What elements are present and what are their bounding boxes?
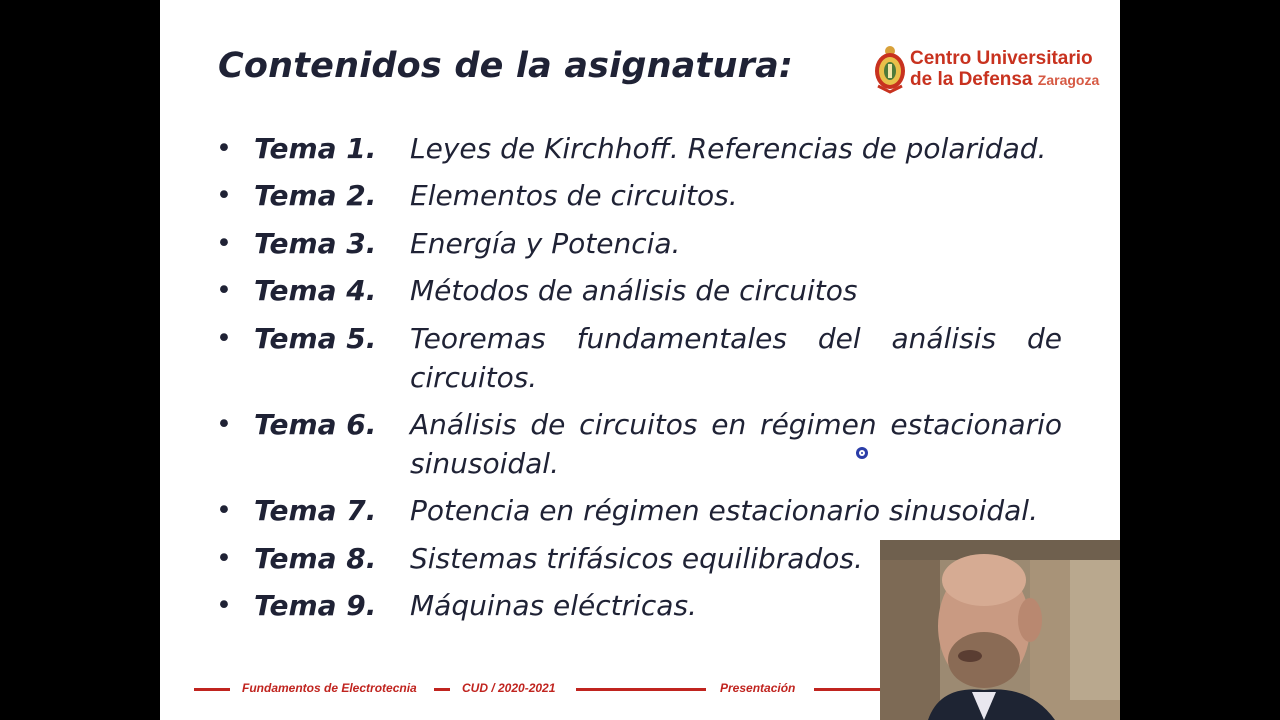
topic-number: Tema 1. (254, 132, 377, 165)
webcam-presenter-video (880, 540, 1120, 720)
topic-description: Métodos de análisis de circuitos (410, 274, 858, 307)
footer-section: Presentación (720, 681, 796, 695)
bullet: • (216, 543, 232, 574)
topic-description: Análisis de circuitos en régimen estacionario sinusoidal. (410, 408, 1062, 480)
topic-description: Leyes de Kirchhoff. Referencias de polaridad. (410, 132, 1047, 165)
topic-description: Máquinas eléctricas. (410, 589, 697, 622)
bullet: • (216, 590, 232, 621)
topic-number: Tema 2. (254, 179, 377, 212)
bullet: • (216, 323, 232, 354)
bullet: • (216, 495, 232, 526)
footer-session: CUD / 2020-2021 (462, 681, 556, 695)
logo-line-1: Centro Universitario (910, 48, 1093, 69)
topic-description: Teoremas fundamentales del análisis de circuitos. (410, 322, 1062, 394)
bullet: • (216, 180, 232, 211)
topic-number: Tema 8. (254, 542, 377, 575)
bullet: • (216, 275, 232, 306)
logo-line-2-main: de la Defensa (910, 69, 1033, 90)
footer-divider (814, 688, 880, 691)
topic-description: Sistemas trifásicos equilibrados. (410, 542, 863, 575)
topic-number: Tema 3. (254, 227, 377, 260)
presenter-cursor-icon (856, 447, 868, 459)
slide-title: Contenidos de la asignatura: (218, 46, 794, 86)
topic-number: Tema 9. (254, 589, 377, 622)
logo-city: Zaragoza (1037, 72, 1100, 88)
webcam-frame (880, 540, 1120, 720)
footer-divider (576, 688, 706, 691)
bullet: • (216, 133, 232, 164)
topic-number: Tema 6. (254, 408, 377, 441)
topic-description: Energía y Potencia. (410, 227, 681, 260)
topic-description: Potencia en régimen estacionario sinusoidal. (410, 494, 1038, 527)
topic-number: Tema 5. (254, 322, 377, 355)
topic-number: Tema 7. (254, 494, 377, 527)
bullet: • (216, 228, 232, 259)
topic-description: Elementos de circuitos. (410, 179, 738, 212)
footer-course: Fundamentos de Electrotecnia (242, 681, 417, 695)
footer-divider (194, 688, 230, 691)
footer-divider (434, 688, 450, 691)
topic-number: Tema 4. (254, 274, 377, 307)
bullet: • (216, 409, 232, 440)
